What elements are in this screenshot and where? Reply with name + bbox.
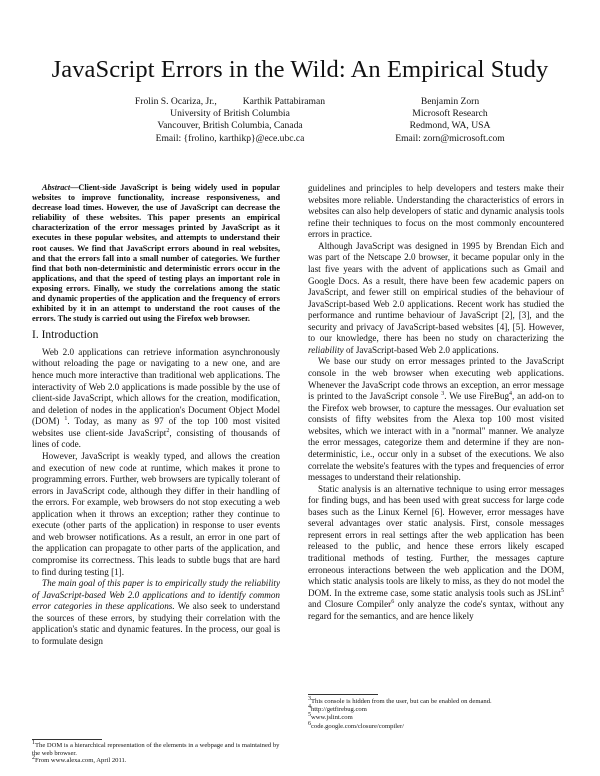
- paragraph-text: Static analysis is an alternative technique to using error messages for finding bugs, and has been used with great success for large code bases such as the Linux Kernel [6]. However, error messages have several advantages over static analysis. First, console messages represent errors in real settings after the web application has been released to the public, and hence these errors likely escaped traditional methods of testing. Further, the messages capture erroneous interactions between the web application and the DOM, which static analysis tools are likely to miss, as they do not model the DOM. In the extreme case, some static analysis tools such as JSLint: [308, 483, 564, 598]
- abstract-text: —Client-side JavaScript is being widely used in popular websites to improve functionality, increase responsiveness, and decrease load times. However, the use of JavaScript can decrease the reliability of these websites. This paper presents an empirical characterization of the error messages printed by JavaScript as it executes in these popular websites, and attempts to understand their root causes. We find that JavaScript errors abound in real websites, and that the errors fall into a small number of categories. We further find that both non-deterministic and deterministic errors occur in the applications, and that the speed of testing plays an important role in exposing errors. Finally, we study the correlations among the static and dynamic properties of the application and the frequency of errors exhibited by it in an attempt to understand the root causes of the errors. The study is carried out using the Firefox web browser.: [32, 183, 280, 324]
- footnote-rule: [32, 739, 102, 740]
- author-name: Karthik Pattabiraman: [242, 96, 326, 107]
- paragraph: [308, 356, 564, 483]
- footnote-text: http://getfirebug.com: [311, 706, 367, 714]
- footnote-number: 3: [308, 695, 311, 702]
- author-name: Frolin S. Ocariza, Jr.,: [134, 96, 217, 107]
- paragraph-text: . We use FireBug: [444, 391, 510, 402]
- footnote: [308, 714, 564, 722]
- paper-title: JavaScript Errors in the Wild: An Empirical Study: [51, 56, 549, 83]
- abstract-lead: Abstract: [42, 183, 71, 192]
- footnote-text: This console is hidden from the user, but can be enabled on demand.: [311, 698, 492, 705]
- footnote-text: The DOM is a hierarchical representation of the elements in a webpage and is maintained by the web browser.: [32, 742, 280, 757]
- footnote-marker: 4: [509, 391, 513, 398]
- author-block-left: [70, 96, 390, 145]
- author-location: Redmond, WA, USA: [409, 120, 491, 132]
- abstract: [32, 183, 280, 324]
- author-location: Vancouver, British Columbia, Canada: [157, 120, 303, 132]
- footnote: [308, 720, 564, 731]
- paragraph: [32, 578, 280, 647]
- footnote-marker: 2: [166, 427, 170, 434]
- footnote-marker: 1: [64, 416, 68, 423]
- left-column: [32, 183, 280, 648]
- paragraph-text: , consisting of thousands of lines of code.: [32, 427, 281, 450]
- emphasis: reliability: [308, 344, 344, 355]
- paragraph-text: of JavaScript-based Web 2.0 applications.: [343, 344, 499, 355]
- footnote-number: 2: [32, 755, 35, 761]
- footnote: [32, 757, 280, 765]
- footnotes-right: [308, 695, 564, 731]
- footnote-marker: 5: [561, 587, 564, 594]
- footnote-rule: [308, 694, 378, 695]
- footnote-number: 1: [32, 739, 35, 746]
- author-name: Benjamin Zorn: [420, 96, 480, 107]
- footnote-number: 4: [308, 704, 311, 711]
- section-heading-introduction: I. Introduction: [32, 329, 99, 342]
- paragraph-text: , an add-on to the Firefox web browser, to capture the messages. Our evaluation set consists of fifty websites from the Alexa top 100 most visited websites, which we interact with in a "normal" manner. We analyze the error messages, categorize them and determine if they are non-deterministic, i.e., occur only in a subset of the executions. We also correlate the website's features with the types and frequencies of error messages to understand their relationship.: [308, 391, 564, 483]
- footnote-marker: 3: [441, 391, 445, 398]
- footnote-text: www.jslint.com: [311, 714, 353, 722]
- paragraph: However, JavaScript is weakly typed, and allows the creation and execution of new code at runtime, which makes it prone to programming errors. Further, web browsers are typically tolerant of errors in JavaScript code, although they differ in their handling of the errors. For example, web browsers do not stop executing a web application when it throws an exception; rather they continue to execute (other parts of the application) in response to user events and web browser notifications. As a result, an error in one part of the application can propagate to other parts of the application, and compromise its correctness. This leads to subtle bugs that are hard to find during testing [1].: [32, 450, 280, 577]
- goal-statement: The main goal of this paper is to empirically study the reliability of JavaScript-based Web 2.0 applications and to identify common error categories in these applications.: [32, 578, 280, 612]
- paragraph-text: Although JavaScript was designed in 1995 by Brendan Eich and was part of the Netscape 2.0 browser, it became popular only in the last five years with the advent of applications such as Gmail and Google Docs. As a result, there have been few academic papers on JavaScript, and fewer still on empirical studies of the behaviour of JavaScript-based Web 2.0 applications. Recent work has studied the performance and runtime behaviour of JavaScript [2], [3], and the security and privacy of JavaScript-based websites [4], [5]. However, to our knowledge, there has been no study on characterizing the: [308, 240, 564, 344]
- paragraph-text: We base our study on error messages printed to the JavaScript console in the web browser when executing web applications. Whenever the JavaScript code throws an exception, an error message is printed to the JavaScript console: [308, 356, 564, 402]
- paragraph: guidelines and principles to help developers and testers make their websites more reliable. Understanding the characteristics of errors in websites can also help developers of static and dynamic analysis tools refine their techniques to focus on the most commonly encountered errors in practice.: [308, 183, 564, 240]
- footnote-marker: 6: [391, 599, 395, 606]
- author-affiliation: University of British Columbia: [170, 108, 290, 120]
- paragraph-text: We also seek to understand the sources of these errors, by studying their correlation with the application's static and dynamic features. In the process, our goal is to formulate design: [32, 601, 280, 646]
- right-column: [308, 183, 564, 622]
- author-email: Email: zorn@microsoft.com: [395, 132, 505, 144]
- author-email: Email: {frolino, karthikp}@ece.ubc.ca: [155, 132, 305, 144]
- paragraph-text: Web 2.0 applications can retrieve information asynchronously without reloading the page or navigating to a new one, and are hence much more interactive than traditional web applications. The interactivity of Web 2.0 applications is made possible by the use of client-side JavaScript, which allows for the creation, modification, and deletion of nodes in the application's Document Object Model (DOM): [32, 346, 280, 427]
- author-affiliation: Microsoft Research: [412, 108, 488, 120]
- footnote-text: code.google.com/closure/compiler/: [311, 722, 405, 730]
- footnote-number: 5: [308, 712, 311, 719]
- footnote-number: 6: [308, 720, 311, 727]
- paragraph-text: . Today, as many as 97 of the top 100 most visited websites use client-side JavaScript: [32, 416, 280, 438]
- footnotes-left: [32, 739, 280, 765]
- paragraph-text: and Closure Compiler: [308, 599, 392, 610]
- paragraph: [32, 347, 280, 451]
- paragraph-text: only analyze the code's syntax, without any regard for the semantics, and are hence likely: [308, 599, 565, 621]
- footnote-text: From www.alexa.com, April 2011.: [35, 757, 127, 765]
- footnote: [32, 739, 280, 757]
- paragraph: [308, 241, 564, 357]
- footnote: [308, 695, 564, 706]
- paragraph: [308, 484, 564, 623]
- author-block-right: [360, 96, 540, 145]
